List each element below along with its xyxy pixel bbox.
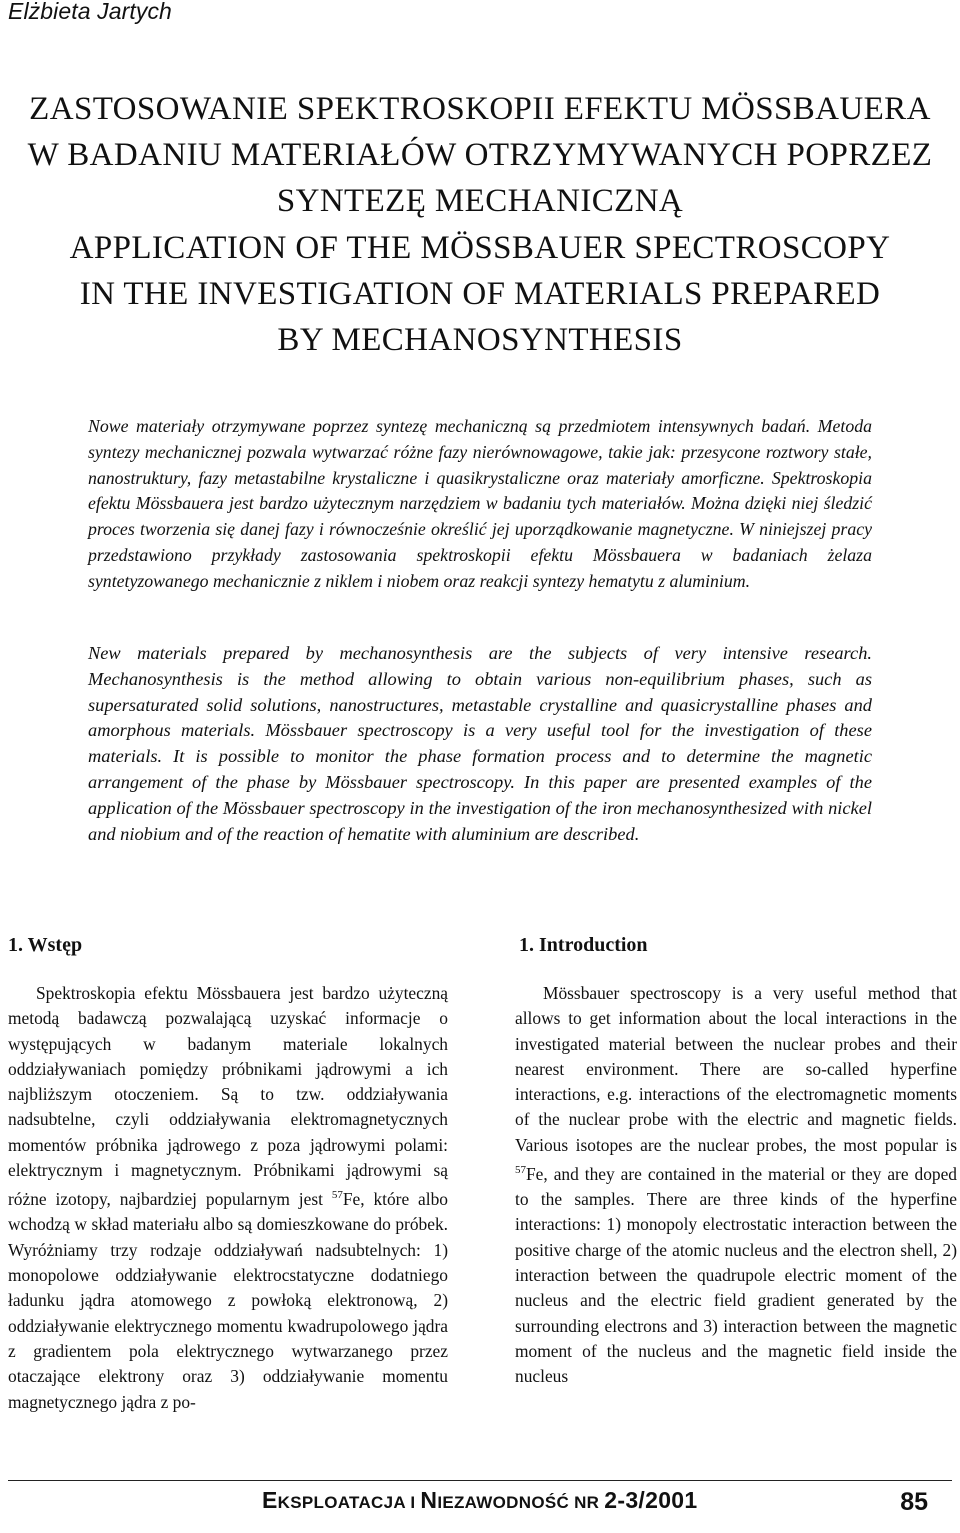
body-en-part-1: Mössbauer spectroscopy is a very useful method that allows to get information about the local interactions in the investigated material between the nuclear probes and their nearest environment. There are so-called hyperfine interactions, e.g. interactions of the electromagnetic moments of the nuclear probe with the electric and magnetic fields. Various isotopes are the nuclear probes, the most popular is: [515, 983, 957, 1155]
title-en-line-1: APPLICATION OF THE MÖSSBAUER SPECTROSCOPY: [69, 230, 891, 266]
body-en-part-2: Fe, and they are contained in the material or they are doped to the samples. There are three kinds of the hyperfine interactions: 1) monopoly electrostatic interaction between the positive charge of the atomic nucleus and the electron shell, 2) interaction between the quadrupole electric moment of the nucleus and the electric field gradient generated by the surrounding electrons and 3) interaction between the magnetic moment of the nucleus and the magnetic field inside the nucleus: [515, 1163, 957, 1387]
body-pl-part-2: Fe, które albo wchodzą w skład materiału albo są domieszkowane do próbek. Wyróżniamy trzy rodzaje oddziaływań nadsubtelnych: 1) monopolowe oddziaływanie elektrocstatyczne dodatniego ładunku jądra atomowego z powłoką elektronową, 2) oddziaływanie elektrycznego momentu kwadrupolowego jądra z gradientem pola elektrycznego wytwarzanego przez otaczające elektrony oraz 3) oddziaływanie momentu magnetycznego jądra z po-: [8, 1189, 448, 1412]
title-en-line-3: BY MECHANOSYNTHESIS: [277, 322, 683, 358]
journal-word-1: KSPLOATACJA I: [277, 1493, 421, 1512]
footer-divider: [8, 1480, 952, 1481]
isotope-mass-superscript: 57: [515, 1164, 526, 1177]
title-polish: [0, 86, 960, 224]
title-english: [0, 225, 960, 363]
journal-initial-e: E: [262, 1487, 278, 1513]
abstract-english: New materials prepared by mechanosynthesis are the subjects of very intensive research. Mechanosynthesis is the method allowing to obtain various non-equilibrium phases, such as supersaturated solid solutions, nanostructures, metastable crystalline and quasicrystalline phases and amorphous materials. Mössbauer spectroscopy is a very useful tool for the investigation of these materials. It is possible to monitor the phase formation process and to determine the magnetic arrangement of the phase by Mössbauer spectroscopy. In this paper are presented examples of the application of the Mössbauer spectroscopy in the investigation of the iron mechanosynthesized with nickel and niobium and of the reaction of hematite with aluminium are described.: [88, 643, 872, 844]
body-text-english: [515, 981, 957, 1390]
title-pl-line-1: ZASTOSOWANIE SPEKTROSKOPII EFEKTU MÖSSBAUERA: [29, 91, 931, 127]
journal-word-2: IEZAWODNOŚĆ NR: [437, 1493, 605, 1512]
title-pl-line-2: W BADANIU MATERIAŁÓW OTRZYMYWANYCH POPRZEZ: [27, 137, 933, 173]
journal-name: [262, 1487, 697, 1514]
title-en-line-2: IN THE INVESTIGATION OF MATERIALS PREPARED: [79, 276, 881, 312]
author-name: Elżbieta Jartych: [8, 0, 172, 24]
journal-issue: 2-3/2001: [604, 1487, 698, 1513]
title-pl-line-3: SYNTEZĘ MECHANICZNĄ: [276, 183, 684, 219]
journal-initial-n: N: [420, 1487, 438, 1513]
abstract-polish: Nowe materiały otrzymywane poprzez syntezę mechaniczną są przedmiotem intensywnych badań. Metoda syntezy mechanicznej pozwala wytwarzać różne fazy nierównowagowe, takie jak: przesycone roztwory stałe, nanostruktury, fazy metastabilne krystaliczne i quasikrystaliczne oraz materiały amorficzne. Spektroskopia efektu Mössbauera jest bardzo użytecznym narzędziem w badaniu tych materiałów. Można dzięki niej śledzić proces tworzenia się danej fazy i równocześnie określić jej uporządkowanie magnetyczne. W niniejszej pracy przedstawiono przykłady zastosowania spektroskopii efektu Mössbauera w badaniach żelaza syntetyzowanego mechanicznie z niklem i niobem oraz reakcji syntezy hematytu z aluminium.: [88, 416, 872, 591]
body-text-polish: [8, 981, 448, 1415]
page-number: 85: [900, 1488, 928, 1516]
isotope-mass-superscript: 57: [331, 1189, 343, 1202]
section-heading-introduction: 1. Introduction: [519, 934, 648, 956]
section-heading-wstep: 1. Wstęp: [8, 934, 83, 956]
body-pl-part-1: Spektroskopia efektu Mössbauera jest bardzo użyteczną metodą badawczą pozwalającą uzyskać informacje o występujących w badanym materiale lokalnych oddziaływaniach pomiędzy próbnikami jądrowymi a ich najbliższym otoczeniem. Są to tzw. oddziaływania nadsubtelne, czyli oddziaływania elektromagnetycznych momentów próbnika jądrowego z poza jądrowymi polami: elektrycznym i magnetycznym. Próbnikami jądrowymi są różne izotopy, najbardziej popularnym jest: [8, 983, 448, 1210]
